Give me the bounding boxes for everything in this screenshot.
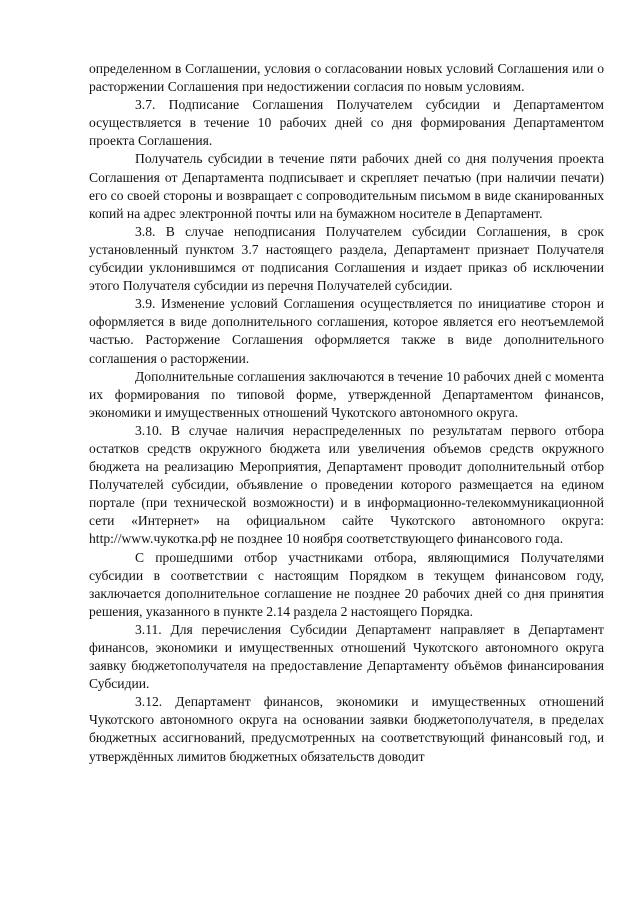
document-page [89, 60, 604, 766]
paragraph-continuation: определенном в Соглашении, условия о согласовании новых условий Соглашения или о расторжении Соглашения при недостижении согласия по новым условиям. [89, 61, 604, 95]
paragraph-3-10: 3.10. В случае наличия нераспределенных по результатам первого отбора остатков средств окружного бюджета или увеличения объемов средств окружного бюджета на реализацию Мероприятия, Департамент проводит дополнительный отбор Получателей субсидии, объявление о проведении которого размещается на едином портале (при технической возможности) и в информационно-телекоммуникационной сети «Интернет» на официальном сайте Чукотского автономного округа: http://www.чукотка.рф не позднее 10 ноября соответствующего финансового года. [89, 422, 604, 547]
paragraph-3-9: 3.9. Изменение условий Соглашения осуществляется по инициативе сторон и оформляется в виде дополнительного соглашения, которое является его неотъемлемой частью. Расторжение Соглашения оформляется также в виде дополнительного соглашения о расторжении. [89, 296, 604, 366]
paragraph-3-11: 3.11. Для перечисления Субсидии Департамент направляет в Департамент финансов, экономики и имущественных отношений Чукотского автономного округа заявку бюджетополучателя на предоставление Департаменту объёмов финансирования Субсидии. [89, 621, 604, 692]
paragraph-3-8: 3.8. В случае неподписания Получателем субсидии Соглашения, в срок установленный пунктом 3.7 настоящего раздела, Департамент признает Получателя субсидии уклонившимся от подписания Соглашения и издает приказ об исключении этого Получателя субсидии из перечня Получателей субсидии. [89, 223, 604, 294]
paragraph-3-7-recipient: Получатель субсидии в течение пяти рабочих дней со дня получения проекта Соглашения от Департамента подписывает и скрепляет печатью (при наличии печати) его со своей стороны и возвращает с сопроводительным письмом в виде сканированных копий на адрес электронной почты или на бумажном носителе в Департамент. [89, 151, 604, 221]
paragraph-3-10-additional: С прошедшими отбор участниками отбора, являющимися Получателями субсидии в соответствии с настоящим Порядком в текущем финансовом году, заключается дополнительное соглашение не позднее 20 рабочих дней со дня принятия решения, указанного в пункте 2.14 раздела 2 настоящего Порядка. [89, 549, 604, 619]
paragraph-3-9-additional: Дополнительные соглашения заключаются в течение 10 рабочих дней с момента их формирования по типовой форме, утвержденной Департаментом финансов, экономики и имущественных отношений Чукотского автономного округа. [89, 368, 604, 420]
paragraph-3-7: 3.7. Подписание Соглашения Получателем субсидии и Департаментом осуществляется в течение 10 рабочих дней со дня формирования Департаментом проекта Соглашения. [89, 97, 604, 149]
paragraph-3-12: 3.12. Департамент финансов, экономики и имущественных отношений Чукотского автономного округа на основании заявки бюджетополучателя, в пределах бюджетных ассигнований, предусмотренных на соответствующий финансовый год, и утверждённых лимитов бюджетных обязательств доводит [89, 694, 604, 764]
